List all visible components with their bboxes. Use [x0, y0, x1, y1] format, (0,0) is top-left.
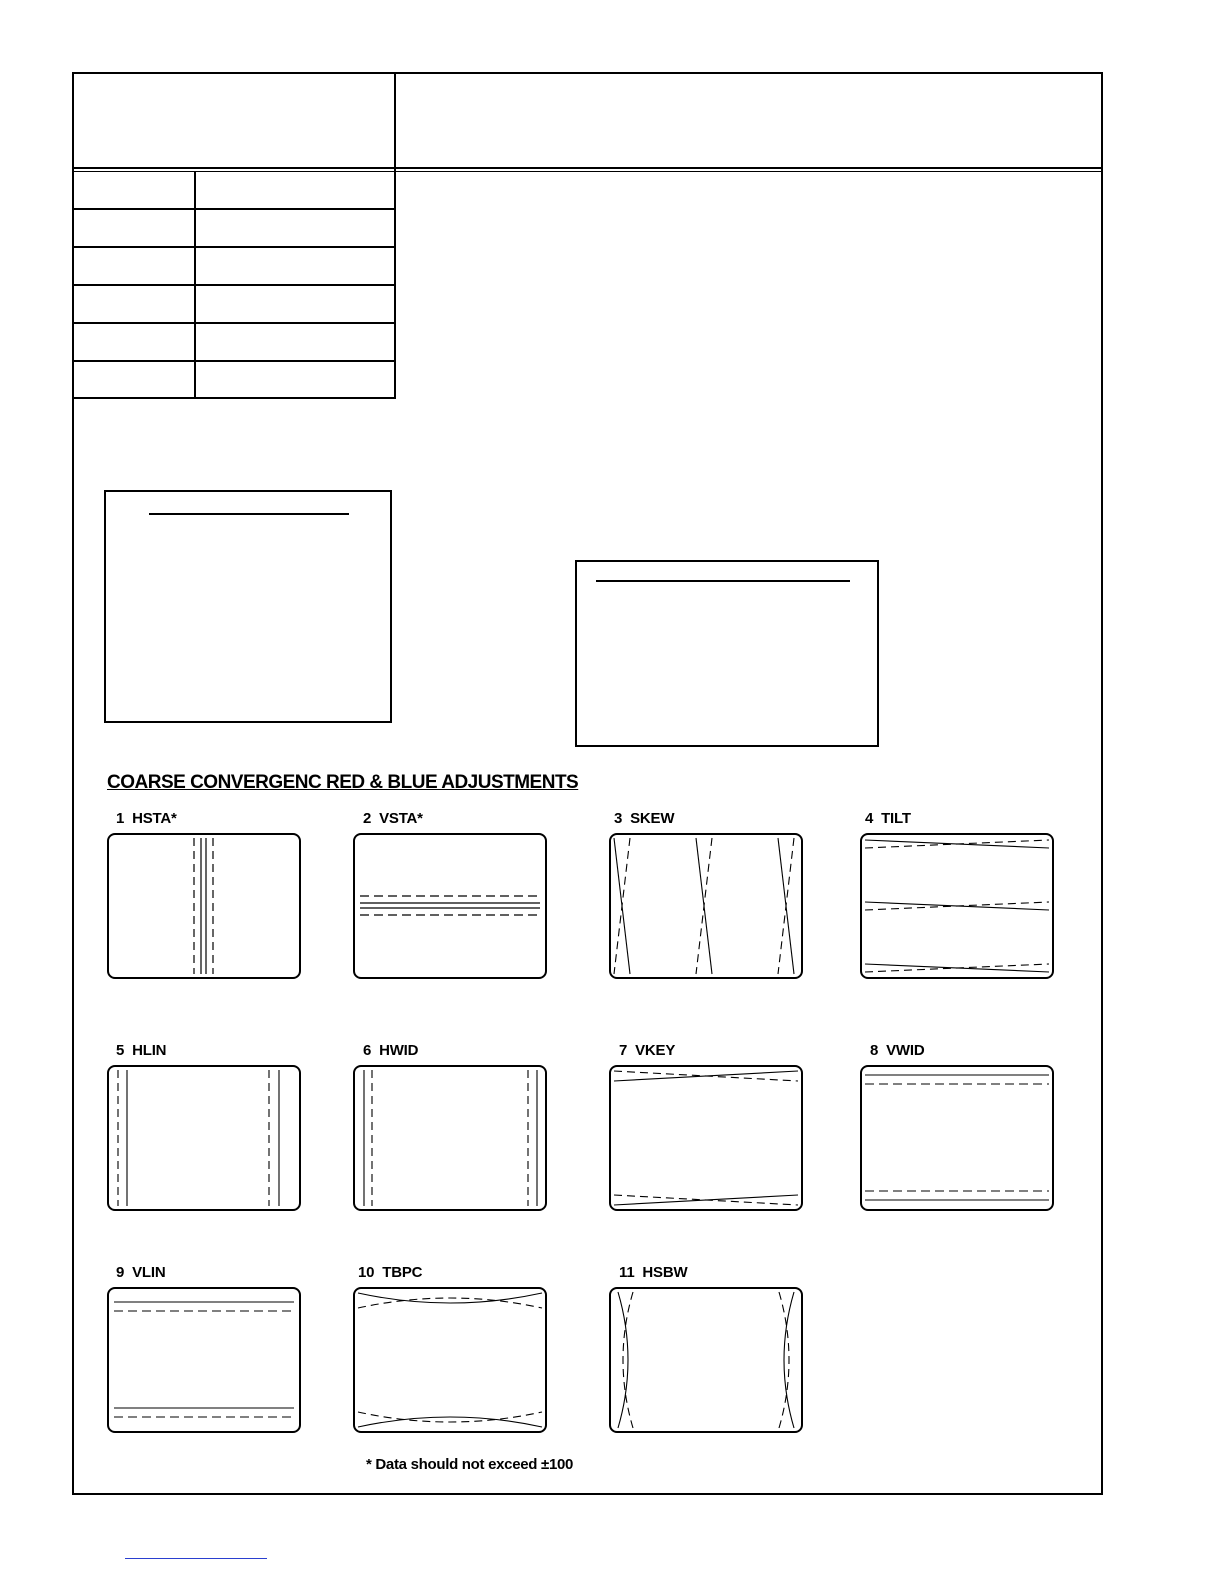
- diagram-label-vwid: 8 VWID: [870, 1042, 925, 1059]
- vsta-pattern-icon: [352, 832, 548, 980]
- hsbw-pattern-icon: [608, 1286, 804, 1434]
- diagram-label-vsta: 2 VSTA*: [363, 810, 423, 827]
- header-column-divider: [394, 72, 396, 399]
- right-panel-title-rule: [596, 580, 850, 582]
- diagram-label-tbpc: 10 TBPC: [358, 1264, 423, 1281]
- info-table-row-line: [72, 208, 395, 210]
- diagram-label-hsbw: 11 HSBW: [619, 1264, 688, 1281]
- diagram-label-hwid: 6 HWID: [363, 1042, 419, 1059]
- header-divider-bottom: [72, 171, 1103, 172]
- hwid-pattern-icon: [352, 1064, 548, 1212]
- skew-pattern-icon: [608, 832, 804, 980]
- tilt-pattern-icon: [859, 832, 1055, 980]
- info-table-row-line: [72, 360, 395, 362]
- diagram-label-vlin: 9 VLIN: [116, 1264, 166, 1281]
- footnote: * Data should not exceed ±100: [366, 1456, 574, 1473]
- header-divider-top: [72, 167, 1103, 169]
- diagram-label-vkey: 7 VKEY: [619, 1042, 676, 1059]
- right-panel-box: [575, 560, 879, 747]
- diagram-label-hlin: 5 HLIN: [116, 1042, 167, 1059]
- vkey-pattern-icon: [608, 1064, 804, 1212]
- vwid-pattern-icon: [859, 1064, 1055, 1212]
- info-table-row-line: [72, 284, 395, 286]
- left-panel-title-rule: [149, 513, 349, 515]
- footer-link-underline[interactable]: [125, 1558, 267, 1559]
- hlin-pattern-icon: [106, 1064, 302, 1212]
- diagram-label-tilt: 4 TILT: [865, 810, 911, 827]
- left-panel-box: [104, 490, 392, 723]
- hsta-pattern-icon: [106, 832, 302, 980]
- diagram-label-hsta: 1 HSTA*: [116, 810, 177, 827]
- info-table-row-line: [72, 322, 395, 324]
- info-table-row-line: [72, 246, 395, 248]
- vlin-pattern-icon: [106, 1286, 302, 1434]
- info-table-bottom-line: [72, 397, 396, 399]
- tbpc-pattern-icon: [352, 1286, 548, 1434]
- diagram-label-skew: 3 SKEW: [614, 810, 675, 827]
- section-title: COARSE CONVERGENC RED & BLUE ADJUSTMENTS: [107, 772, 579, 793]
